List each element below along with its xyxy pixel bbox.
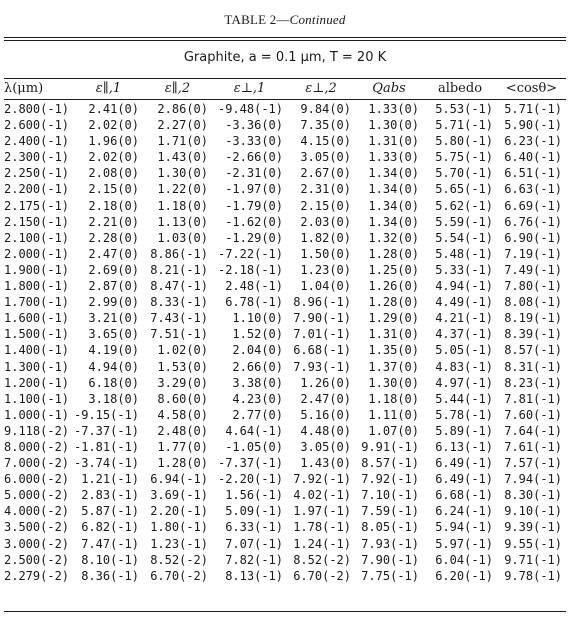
- table-row: [4, 519, 566, 535]
- header-eps-perp-2: ε⊥,2: [305, 81, 337, 96]
- cell-eps-perp-2: 2.03(0): [300, 214, 351, 229]
- cell-cos-theta: 6.76(-1): [504, 214, 562, 229]
- cell-qabs: 1.30(0): [368, 375, 419, 390]
- cell-eps-perp-2: 4.02(-1): [293, 488, 351, 503]
- cell-qabs: 7.90(-1): [361, 552, 419, 567]
- cell-eps-par-1: 3.65(0): [88, 327, 139, 342]
- table-caption: [0, 12, 570, 28]
- cell-eps-par-2: 6.94(-1): [150, 472, 208, 487]
- cell-cos-theta: 9.71(-1): [504, 552, 562, 567]
- cell-eps-par-1: 2.02(0): [88, 118, 139, 133]
- cell-eps-perp-1: 1.56(-1): [225, 488, 283, 503]
- cell-eps-perp-1: -1.79(0): [225, 198, 283, 213]
- cell-albedo: 5.33(-1): [435, 262, 493, 277]
- cell-eps-perp-1: -9.48(-1): [217, 102, 283, 116]
- cell-cos-theta: 7.60(-1): [504, 407, 562, 422]
- cell-albedo: 6.20(-1): [435, 568, 493, 583]
- cell-albedo: 5.65(-1): [435, 182, 493, 197]
- cell-qabs: 8.57(-1): [361, 456, 419, 471]
- cell-albedo: 5.48(-1): [435, 246, 493, 261]
- cell-eps-perp-2: 2.67(0): [300, 166, 351, 181]
- table-row: [4, 455, 566, 471]
- cell-eps-perp-2: 3.05(0): [300, 150, 351, 165]
- cell-eps-par-1: 2.99(0): [88, 295, 139, 310]
- cell-wavelength: 2.500(-2): [4, 552, 70, 567]
- cell-eps-par-1: 2.69(0): [88, 262, 139, 277]
- cell-eps-par-2: 6.70(-2): [150, 568, 208, 583]
- cell-albedo: 5.62(-1): [435, 198, 493, 213]
- cell-cos-theta: 8.57(-1): [504, 343, 562, 358]
- cell-qabs: 1.34(0): [368, 166, 419, 181]
- cell-eps-perp-2: 7.92(-1): [293, 472, 351, 487]
- cell-eps-perp-1: -7.22(-1): [217, 246, 283, 261]
- cell-wavelength: 2.279(-2): [4, 568, 70, 583]
- cell-eps-par-2: 8.33(-1): [150, 295, 208, 310]
- cell-qabs: 1.34(0): [368, 182, 419, 197]
- cell-albedo: 5.44(-1): [435, 391, 493, 406]
- cell-qabs: 1.34(0): [368, 214, 419, 229]
- table-row: [4, 471, 566, 487]
- cell-qabs: 1.28(0): [368, 295, 419, 310]
- cell-wavelength: 2.175(-1): [4, 198, 70, 213]
- header-cos-theta: <cosθ>: [505, 81, 558, 96]
- table-row: [4, 568, 566, 584]
- cell-eps-perp-1: -2.18(-1): [217, 262, 283, 277]
- cell-eps-perp-1: 5.09(-1): [225, 504, 283, 519]
- cell-eps-perp-1: 6.78(-1): [225, 295, 283, 310]
- cell-eps-perp-1: -7.37(-1): [217, 456, 283, 471]
- cell-eps-par-2: 1.30(0): [157, 166, 208, 181]
- cell-wavelength: 1.000(-1): [4, 407, 70, 422]
- table-row: [4, 310, 566, 326]
- table-row: [4, 536, 566, 552]
- cell-eps-par-2: 4.58(0): [157, 407, 208, 422]
- cell-eps-par-2: 1.28(0): [157, 456, 208, 471]
- table-row: [4, 117, 566, 133]
- cell-eps-perp-1: -1.62(0): [225, 214, 283, 229]
- cell-eps-perp-1: -2.20(-1): [217, 472, 283, 487]
- cell-eps-perp-1: -1.05(0): [225, 439, 283, 454]
- cell-qabs: 1.18(0): [368, 391, 419, 406]
- cell-eps-par-1: 8.36(-1): [81, 568, 139, 583]
- cell-albedo: 4.83(-1): [435, 359, 493, 374]
- cell-eps-par-2: 1.80(-1): [150, 520, 208, 535]
- cell-cos-theta: 9.78(-1): [504, 568, 562, 583]
- cell-eps-par-2: 8.21(-1): [150, 262, 208, 277]
- cell-wavelength: 2.100(-1): [4, 230, 70, 245]
- cell-eps-par-2: 8.60(0): [157, 391, 208, 406]
- cell-eps-par-2: 1.53(0): [157, 359, 208, 374]
- cell-eps-perp-2: 5.16(0): [300, 407, 351, 422]
- cell-qabs: 1.33(0): [368, 150, 419, 165]
- cell-albedo: 6.04(-1): [435, 552, 493, 567]
- cell-eps-par-2: 1.71(0): [157, 134, 208, 149]
- header-albedo: albedo: [437, 81, 483, 96]
- cell-eps-perp-1: 6.33(-1): [225, 520, 283, 535]
- cell-eps-par-2: 2.20(-1): [150, 504, 208, 519]
- cell-eps-par-1: 2.28(0): [88, 230, 139, 245]
- cell-eps-perp-1: -2.66(0): [225, 150, 283, 165]
- cell-qabs: 1.31(0): [368, 134, 419, 149]
- cell-eps-par-1: 6.82(-1): [81, 520, 139, 535]
- cell-eps-par-1: 8.10(-1): [81, 552, 139, 567]
- cell-eps-par-1: 1.21(-1): [81, 472, 139, 487]
- cell-eps-par-1: 2.02(0): [88, 150, 139, 165]
- table-row: [4, 407, 566, 423]
- cell-albedo: 6.49(-1): [435, 472, 493, 487]
- cell-eps-perp-2: 1.50(0): [300, 246, 351, 261]
- cell-eps-par-1: -9.15(-1): [74, 407, 140, 422]
- cell-eps-par-1: 4.94(0): [88, 359, 139, 374]
- cell-albedo: 6.24(-1): [435, 504, 493, 519]
- cell-eps-perp-2: 4.15(0): [300, 134, 351, 149]
- cell-wavelength: 7.000(-2): [4, 456, 70, 471]
- cell-eps-perp-2: 1.43(0): [300, 456, 351, 471]
- cell-cos-theta: 8.39(-1): [504, 327, 562, 342]
- cell-albedo: 5.53(-1): [435, 102, 493, 116]
- cell-eps-perp-1: -1.97(0): [225, 182, 283, 197]
- cell-qabs: 1.30(0): [368, 118, 419, 133]
- table-row: [4, 342, 566, 358]
- cell-qabs: 1.07(0): [368, 423, 419, 438]
- cell-albedo: 5.97(-1): [435, 536, 493, 551]
- cell-cos-theta: 7.81(-1): [504, 391, 562, 406]
- cell-wavelength: 1.400(-1): [4, 343, 70, 358]
- bottom-rule: [4, 611, 566, 612]
- cell-eps-par-1: 2.21(0): [88, 214, 139, 229]
- table-subtitle: Graphite, a = 0.1 μm, T = 20 K: [183, 50, 387, 65]
- cell-eps-par-2: 1.18(0): [157, 198, 208, 213]
- table-label: TABLE 2: [224, 12, 277, 27]
- cell-eps-par-1: 5.87(-1): [81, 504, 139, 519]
- cell-qabs: 1.32(0): [368, 230, 419, 245]
- cell-eps-perp-2: 7.01(-1): [293, 327, 351, 342]
- cell-wavelength: 2.300(-1): [4, 150, 70, 165]
- cell-cos-theta: 5.71(-1): [504, 102, 562, 116]
- cell-albedo: 4.49(-1): [435, 295, 493, 310]
- cell-wavelength: 1.700(-1): [4, 295, 70, 310]
- cell-cos-theta: 7.80(-1): [504, 279, 562, 294]
- cell-albedo: 5.94(-1): [435, 520, 493, 535]
- cell-eps-par-2: 8.86(-1): [150, 246, 208, 261]
- cell-eps-par-2: 1.13(0): [157, 214, 208, 229]
- table-row: [4, 246, 566, 262]
- cell-qabs: 7.75(-1): [361, 568, 419, 583]
- cell-qabs: 7.59(-1): [361, 504, 419, 519]
- header-eps-par-1: ε∥,1: [95, 81, 122, 96]
- cell-eps-perp-2: 1.97(-1): [293, 504, 351, 519]
- cell-albedo: 6.13(-1): [435, 439, 493, 454]
- cell-eps-perp-1: -3.33(0): [225, 134, 283, 149]
- cell-qabs: 8.05(-1): [361, 520, 419, 535]
- cell-cos-theta: 9.39(-1): [504, 520, 562, 535]
- cell-eps-par-2: 2.48(0): [157, 423, 208, 438]
- cell-eps-par-1: 2.08(0): [88, 166, 139, 181]
- cell-wavelength: 3.500(-2): [4, 520, 70, 535]
- cell-wavelength: 2.000(-1): [4, 246, 70, 261]
- table-row: [4, 294, 566, 310]
- cell-qabs: 1.25(0): [368, 262, 419, 277]
- cell-cos-theta: 7.49(-1): [504, 262, 562, 277]
- cell-cos-theta: 5.90(-1): [504, 118, 562, 133]
- cell-qabs: 1.29(0): [368, 311, 419, 326]
- cell-eps-par-1: -1.81(-1): [74, 439, 140, 454]
- cell-eps-par-2: 7.51(-1): [150, 327, 208, 342]
- cell-wavelength: 8.000(-2): [4, 439, 70, 454]
- cell-eps-perp-1: 7.07(-1): [225, 536, 283, 551]
- cell-eps-par-2: 1.77(0): [157, 439, 208, 454]
- cell-cos-theta: 9.10(-1): [504, 504, 562, 519]
- cell-wavelength: 1.200(-1): [4, 375, 70, 390]
- cell-albedo: 4.94(-1): [435, 279, 493, 294]
- cell-qabs: 1.31(0): [368, 327, 419, 342]
- cell-eps-par-2: 8.47(-1): [150, 279, 208, 294]
- header-row: [4, 80, 566, 98]
- cell-eps-par-2: 2.27(0): [157, 118, 208, 133]
- cell-eps-par-1: 6.18(0): [88, 375, 139, 390]
- cell-cos-theta: 6.23(-1): [504, 134, 562, 149]
- cell-wavelength: 1.300(-1): [4, 359, 70, 374]
- cell-eps-perp-1: 2.04(0): [232, 343, 283, 358]
- table-row: [4, 101, 566, 117]
- cell-eps-perp-1: 4.23(0): [232, 391, 283, 406]
- table-row: [4, 198, 566, 214]
- cell-qabs: 7.92(-1): [361, 472, 419, 487]
- cell-eps-perp-1: 2.48(-1): [225, 279, 283, 294]
- cell-cos-theta: 8.31(-1): [504, 359, 562, 374]
- cell-albedo: 5.59(-1): [435, 214, 493, 229]
- table-body: [4, 101, 566, 584]
- cell-eps-perp-2: 8.96(-1): [293, 295, 351, 310]
- cell-eps-perp-2: 2.15(0): [300, 198, 351, 213]
- cell-cos-theta: 7.57(-1): [504, 456, 562, 471]
- cell-albedo: 5.89(-1): [435, 423, 493, 438]
- cell-wavelength: 3.000(-2): [4, 536, 70, 551]
- table-row: [4, 133, 566, 149]
- cell-cos-theta: 8.08(-1): [504, 295, 562, 310]
- cell-eps-perp-2: 1.78(-1): [293, 520, 351, 535]
- cell-eps-perp-1: -1.29(0): [225, 230, 283, 245]
- cell-eps-par-1: 2.18(0): [88, 198, 139, 213]
- cell-albedo: 5.70(-1): [435, 166, 493, 181]
- cell-qabs: 9.91(-1): [361, 439, 419, 454]
- cell-eps-par-1: -7.37(-1): [74, 423, 140, 438]
- header-wavelength: λ(μm): [4, 81, 44, 96]
- cell-albedo: 5.71(-1): [435, 118, 493, 133]
- cell-wavelength: 2.150(-1): [4, 214, 70, 229]
- table-row: [4, 359, 566, 375]
- table-row: [4, 181, 566, 197]
- cell-albedo: 4.37(-1): [435, 327, 493, 342]
- top-rule-double: [4, 40, 566, 41]
- cell-qabs: 1.35(0): [368, 343, 419, 358]
- table-row: [4, 214, 566, 230]
- cell-wavelength: 2.800(-1): [4, 102, 70, 116]
- cell-qabs: 1.26(0): [368, 279, 419, 294]
- header-eps-perp-1: ε⊥,1: [233, 81, 266, 96]
- cell-eps-par-2: 1.02(0): [157, 343, 208, 358]
- cell-eps-perp-2: 1.82(0): [300, 230, 351, 245]
- cell-eps-perp-1: -3.36(0): [225, 118, 283, 133]
- cell-eps-perp-1: 1.10(0): [232, 311, 283, 326]
- cell-eps-perp-1: -2.31(0): [225, 166, 283, 181]
- cell-eps-par-1: 1.96(0): [88, 134, 139, 149]
- cell-eps-perp-2: 1.26(0): [300, 375, 351, 390]
- cell-eps-perp-1: 7.82(-1): [225, 552, 283, 567]
- cell-albedo: 6.49(-1): [435, 456, 493, 471]
- cell-eps-par-2: 8.52(-2): [150, 552, 208, 567]
- table-row: [4, 552, 566, 568]
- continued-label: Continued: [289, 12, 346, 27]
- cell-cos-theta: 6.40(-1): [504, 150, 562, 165]
- cell-eps-perp-1: 8.13(-1): [225, 568, 283, 583]
- table-row: [4, 487, 566, 503]
- cell-qabs: 1.11(0): [368, 407, 419, 422]
- cell-eps-perp-1: 4.64(-1): [225, 423, 283, 438]
- cell-albedo: 6.68(-1): [435, 488, 493, 503]
- cell-eps-perp-2: 7.90(-1): [293, 311, 351, 326]
- cell-eps-perp-1: 2.77(0): [232, 407, 283, 422]
- table-row: [4, 262, 566, 278]
- cell-wavelength: 1.900(-1): [4, 262, 70, 277]
- cell-cos-theta: 8.19(-1): [504, 311, 562, 326]
- cell-albedo: 5.78(-1): [435, 407, 493, 422]
- cell-eps-par-2: 1.43(0): [157, 150, 208, 165]
- cell-albedo: 5.54(-1): [435, 230, 493, 245]
- table-row: [4, 423, 566, 439]
- cell-eps-par-1: 2.83(-1): [81, 488, 139, 503]
- cell-qabs: 7.93(-1): [361, 536, 419, 551]
- cell-eps-perp-2: 7.35(0): [300, 118, 351, 133]
- cell-eps-par-1: 4.19(0): [88, 343, 139, 358]
- cell-qabs: 1.37(0): [368, 359, 419, 374]
- cell-qabs: 1.28(0): [368, 246, 419, 261]
- header-eps-par-2: ε∥,2: [164, 81, 191, 96]
- cell-eps-par-1: 2.87(0): [88, 279, 139, 294]
- cell-albedo: 4.21(-1): [435, 311, 493, 326]
- cell-wavelength: 1.500(-1): [4, 327, 70, 342]
- cell-wavelength: 2.600(-1): [4, 118, 70, 133]
- cell-wavelength: 1.100(-1): [4, 391, 70, 406]
- cell-albedo: 5.75(-1): [435, 150, 493, 165]
- cell-cos-theta: 6.90(-1): [504, 230, 562, 245]
- table-row: [4, 326, 566, 342]
- table-row: [4, 503, 566, 519]
- cell-eps-perp-2: 3.05(0): [300, 439, 351, 454]
- cell-eps-perp-2: 9.84(0): [300, 102, 351, 116]
- cell-eps-par-1: 2.47(0): [88, 246, 139, 261]
- cell-eps-perp-2: 1.23(0): [300, 262, 351, 277]
- cell-eps-par-2: 1.22(0): [157, 182, 208, 197]
- table-row: [4, 278, 566, 294]
- cell-cos-theta: 7.94(-1): [504, 472, 562, 487]
- table-row: [4, 375, 566, 391]
- cell-eps-perp-1: 1.52(0): [232, 327, 283, 342]
- table-row: [4, 149, 566, 165]
- cell-cos-theta: 9.55(-1): [504, 536, 562, 551]
- table-row: [4, 230, 566, 246]
- cell-wavelength: 1.600(-1): [4, 311, 70, 326]
- cell-eps-par-1: 3.18(0): [88, 391, 139, 406]
- cell-eps-par-1: 7.47(-1): [81, 536, 139, 551]
- cell-cos-theta: 6.51(-1): [504, 166, 562, 181]
- cell-eps-par-2: 1.23(-1): [150, 536, 208, 551]
- cell-eps-par-2: 3.69(-1): [150, 488, 208, 503]
- caption-separator: —: [276, 12, 290, 27]
- cell-qabs: 1.33(0): [368, 102, 419, 116]
- cell-eps-perp-2: 2.31(0): [300, 182, 351, 197]
- cell-wavelength: 6.000(-2): [4, 472, 70, 487]
- cell-eps-perp-1: 3.38(0): [232, 375, 283, 390]
- cell-eps-par-2: 2.86(0): [157, 102, 208, 116]
- cell-wavelength: 9.118(-2): [4, 423, 70, 438]
- cell-albedo: 5.80(-1): [435, 134, 493, 149]
- cell-eps-par-2: 1.03(0): [157, 230, 208, 245]
- cell-eps-par-1: 2.15(0): [88, 182, 139, 197]
- cell-eps-perp-2: 7.93(-1): [293, 359, 351, 374]
- cell-eps-perp-2: 1.04(0): [300, 279, 351, 294]
- top-rule: [4, 37, 566, 38]
- cell-cos-theta: 8.30(-1): [504, 488, 562, 503]
- cell-wavelength: 2.250(-1): [4, 166, 70, 181]
- cell-eps-par-1: -3.74(-1): [74, 456, 140, 471]
- cell-eps-perp-2: 1.24(-1): [293, 536, 351, 551]
- cell-cos-theta: 7.61(-1): [504, 439, 562, 454]
- cell-eps-par-2: 7.43(-1): [150, 311, 208, 326]
- cell-eps-perp-2: 8.52(-2): [293, 552, 351, 567]
- cell-eps-perp-2: 6.70(-2): [293, 568, 351, 583]
- table-row: [4, 165, 566, 181]
- cell-wavelength: 1.800(-1): [4, 279, 70, 294]
- cell-eps-par-1: 2.41(0): [88, 102, 139, 116]
- cell-eps-perp-2: 6.68(-1): [293, 343, 351, 358]
- header-qabs: Qabs: [372, 81, 406, 96]
- cell-cos-theta: 6.69(-1): [504, 198, 562, 213]
- cell-eps-par-2: 3.29(0): [157, 375, 208, 390]
- cell-qabs: 7.10(-1): [361, 488, 419, 503]
- cell-qabs: 1.34(0): [368, 198, 419, 213]
- cell-albedo: 5.05(-1): [435, 343, 493, 358]
- cell-eps-par-1: 3.21(0): [88, 311, 139, 326]
- cell-eps-perp-2: 4.48(0): [300, 423, 351, 438]
- cell-cos-theta: 7.64(-1): [504, 423, 562, 438]
- cell-wavelength: 2.400(-1): [4, 134, 70, 149]
- cell-wavelength: 2.200(-1): [4, 182, 70, 197]
- table-row: [4, 439, 566, 455]
- cell-wavelength: 5.000(-2): [4, 488, 70, 503]
- cell-cos-theta: 7.19(-1): [504, 246, 562, 261]
- cell-cos-theta: 8.23(-1): [504, 375, 562, 390]
- cell-cos-theta: 6.63(-1): [504, 182, 562, 197]
- cell-albedo: 4.97(-1): [435, 375, 493, 390]
- cell-eps-perp-1: 2.66(0): [232, 359, 283, 374]
- cell-wavelength: 4.000(-2): [4, 504, 70, 519]
- cell-eps-perp-2: 2.47(0): [300, 391, 351, 406]
- header-rule: [4, 99, 566, 100]
- table-row: [4, 391, 566, 407]
